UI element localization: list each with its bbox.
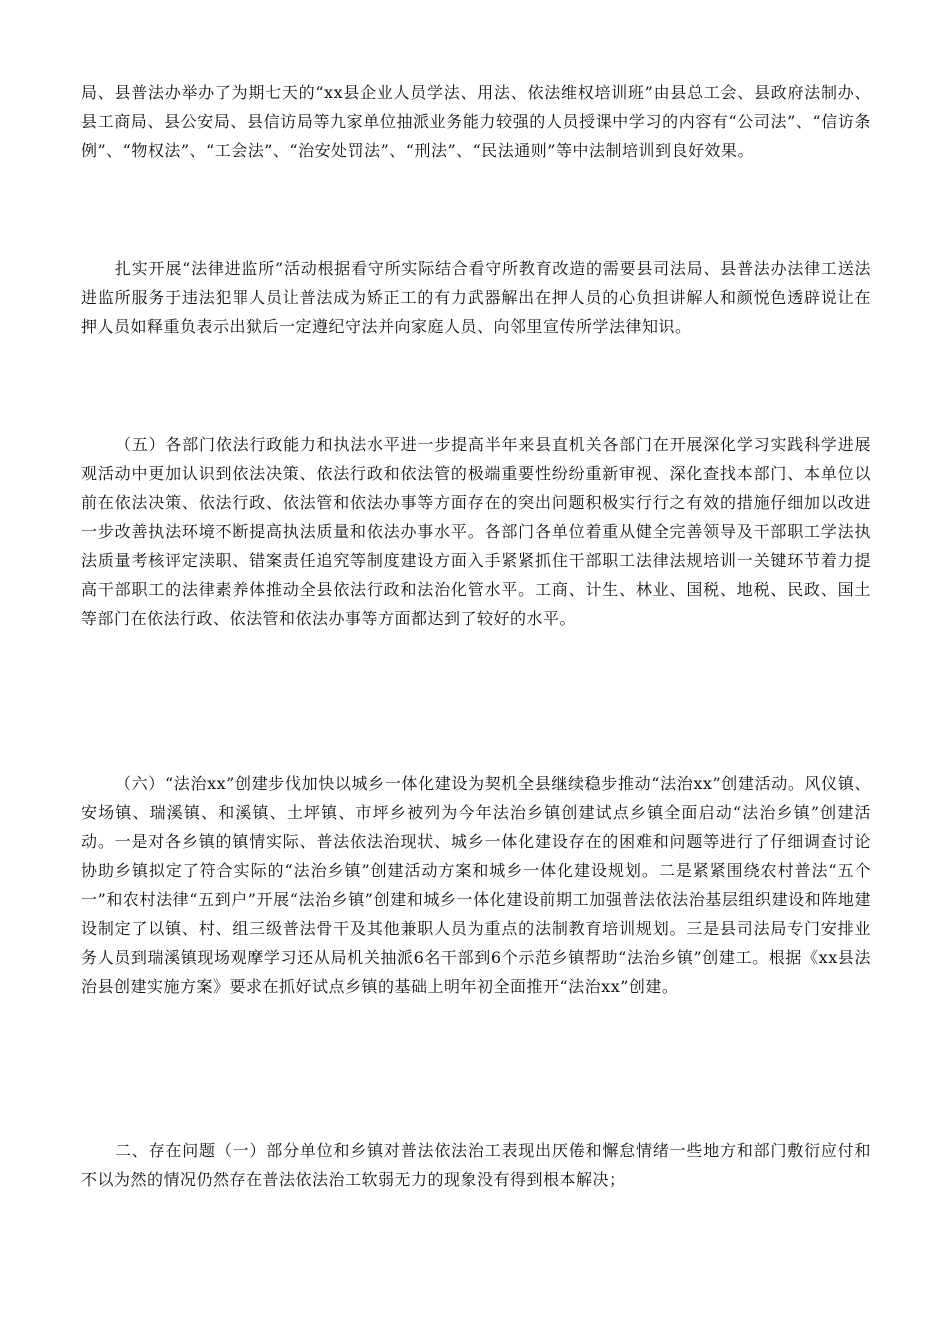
- body-paragraph: 局、县普法办举办了为期七天的“xx县企业人员学法、用法、依法维权培训班”由县总工会、县政府法制办、县工商局、县公安局、县信访局等九家单位抽派业务能力较强的人员授课中学习的内容有“公司法”、“信访条例”、“物权法”、“工会法”、“治安处罚法”、“刑法”、“民法通则”等中法制培训到良好效果。: [81, 83, 871, 160]
- body-paragraph: （六）“法治xx”创建步伐加快以城乡一体化建设为契机全县继续稳步推动“法治xx”创建活动。风仪镇、安场镇、瑞溪镇、和溪镇、土坪镇、市坪乡被列为今年法治乡镇创建试点乡镇全面启动“法治乡镇”创建活动。一是对各乡镇的镇情实际、普法依法治现状、城乡一体化建设存在的困难和问题等进行了仔细调查讨论协助乡镇拟定了符合实际的“法治乡镇”创建活动方案和城乡一体化建设规划。二是紧紧围绕农村普法“五个一”和农村法律“五到户”开展“法治乡镇”创建和城乡一体化建设前期工加强普法依法治基层组织建设和阵地建设制定了以镇、村、组三级普法骨干及其他兼职人员为重点的法制教育培训规划。三是县司法局专门安排业务人员到瑞溪镇现场观摩学习还从局机关抽派6名干部到6个示范乡镇帮助“法治乡镇”创建工。根据《xx县法治县创建实施方案》要求在抓好试点乡镇的基础上明年初全面推开“法治xx”创建。: [81, 774, 871, 996]
- body-paragraph: （五）各部门依法行政能力和执法水平进一步提高半年来县直机关各部门在开展深化学习实践科学进展观活动中更加认识到依法决策、依法行政和依法管的极端重要性纷纷重新审视、深化查找本部门、本单位以前在依法决策、依法行政、依法管和依法办事等方面存在的突出问题积极实行行之有效的措施仔细加以改进一步改善执法环境不断提高执法质量和依法办事水平。各部门各单位着重从健全完善领导及干部职工学法执法质量考核评定渎职、错案责任追究等制度建设方面入手紧紧抓住干部职工法律法规培训一关键环节着力提高干部职工的法律素养体推动全县依法行政和法治化管水平。工商、计生、林业、国税、地税、民政、国土等部门在依法行政、依法管和依法办事等方面都达到了较好的水平。: [81, 435, 871, 628]
- body-paragraph: 扎实开展“法律进监所”活动根据看守所实际结合看守所教育改造的需要县司法局、县普法办法律工送法进监所服务于违法犯罪人员让普法成为矫正工的有力武器解出在押人员的心负担讲解人和颜悦色透辟说让在押人员如释重负表示出狱后一定遵纪守法并向家庭人员、向邻里宣传所学法律知识。: [81, 259, 871, 336]
- body-paragraph: 二、存在问题（一）部分单位和乡镇对普法依法治工表现出厌倦和懈怠情绪一些地方和部门敷衍应付和不以为然的情况仍然存在普法依法治工软弱无力的现象没有得到根本解决；: [81, 1141, 871, 1189]
